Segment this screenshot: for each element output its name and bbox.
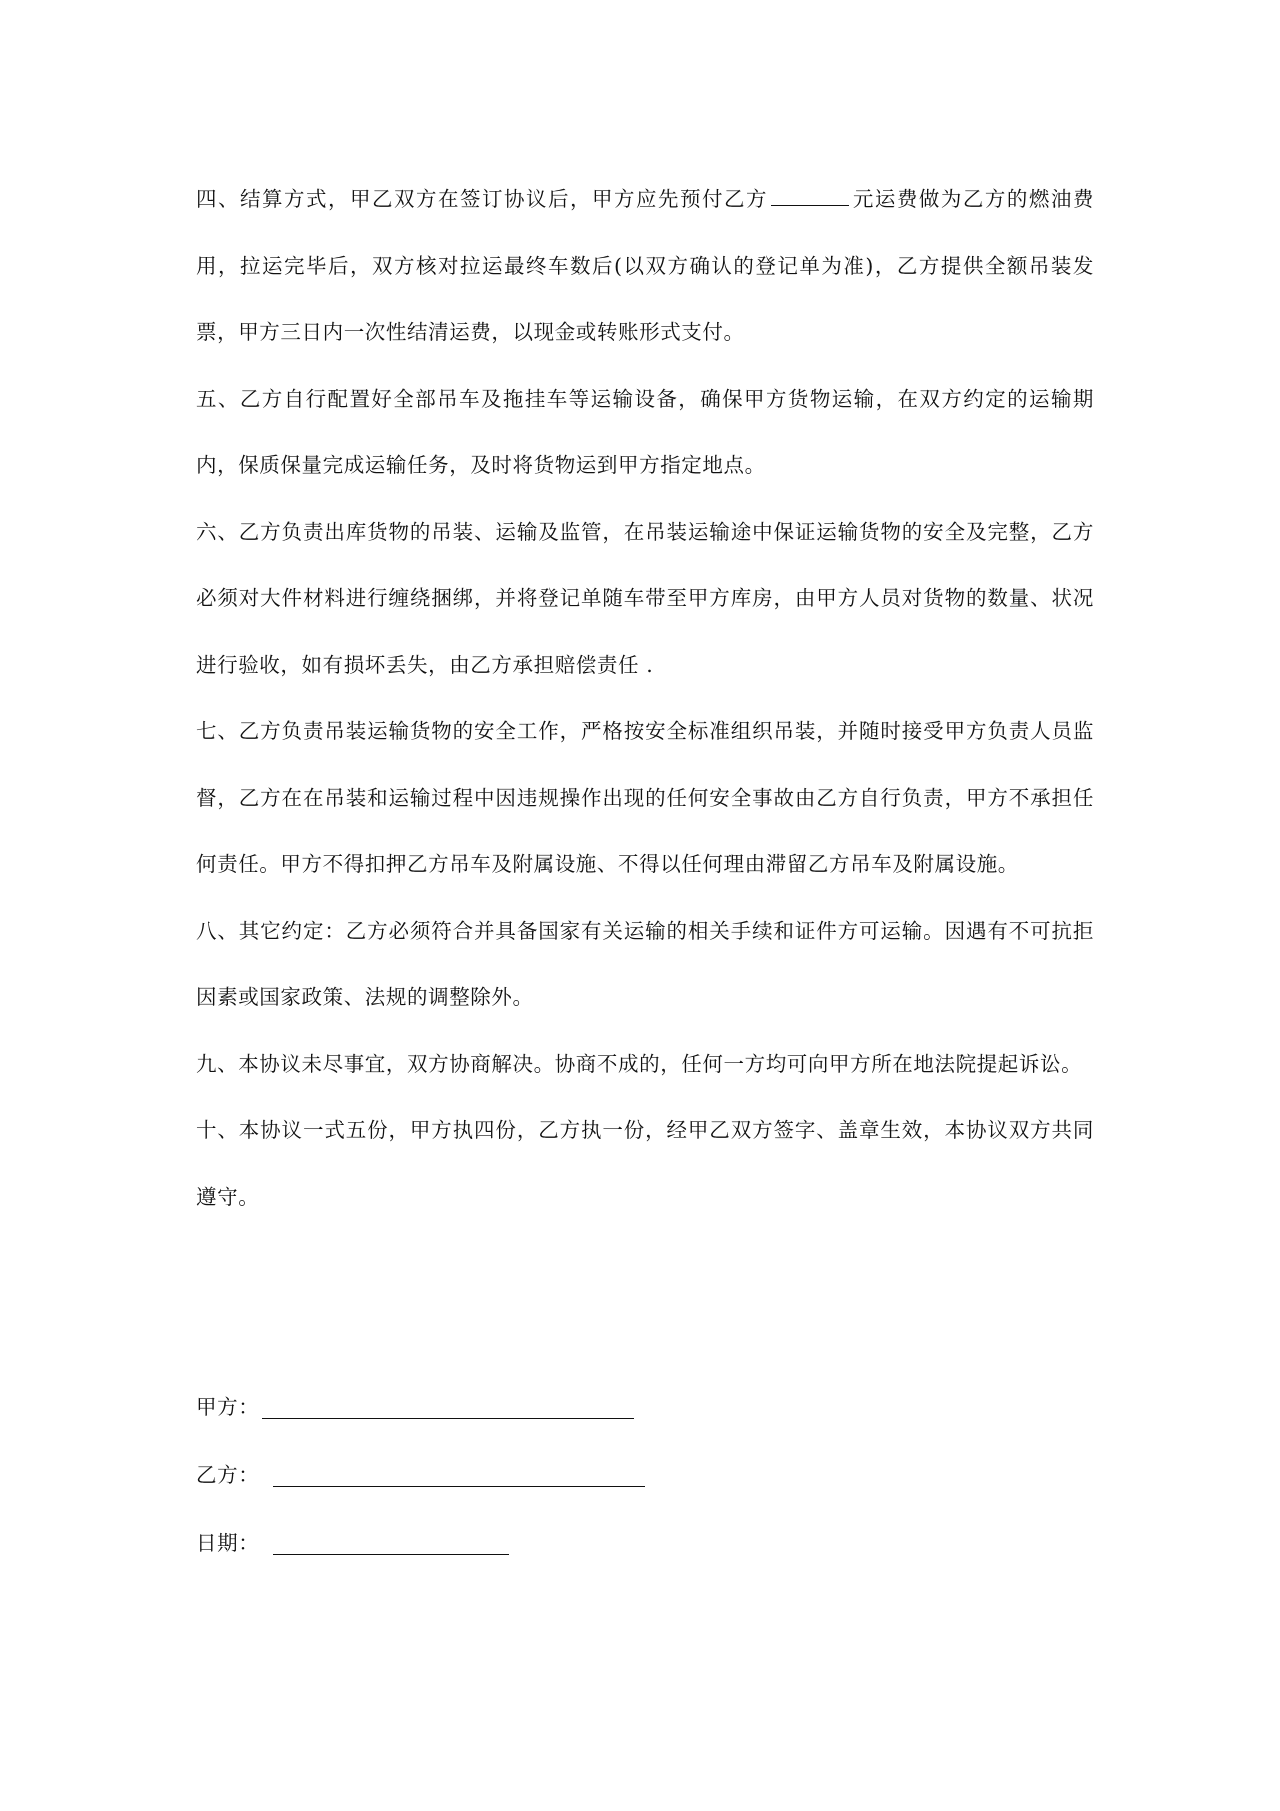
date-line[interactable] — [273, 1554, 509, 1555]
clause-7-safety: 七、乙方负责吊装运输货物的安全工作，严格按安全标准组织吊装，并随时接受甲方负责人员监督，乙方在在吊装和运输过程中因违规操作出现的任何安全事故由乙方自行负责，甲方不承担任何责任。甲方不得扣押乙方吊车及附属设施、不得以任何理由滞留乙方吊车及附属设施。 — [196, 719, 1094, 876]
clause-4-text-after: 元运费做为乙方的燃油费用，拉运完毕后，双方核对拉运最终车数后(以双方确认的登记单为准)，乙方提供全额吊装发票，甲方三日内一次性结清运费，以现金或转账形式支付。 — [196, 187, 1094, 344]
date-row — [196, 1514, 896, 1582]
party-a-signature-line[interactable] — [262, 1418, 634, 1419]
clause-6-supervision: 六、乙方负责出库货物的吊装、运输及监管，在吊装运输途中保证运输货物的安全及完整，乙方必须对大件材料进行缠绕捆绑，并将登记单随车带至甲方库房，由甲方人员对货物的数量、状况进行验收，如有损坏丢失，由乙方承担赔偿责任 . — [196, 519, 1094, 677]
party-a-label: 甲方： — [196, 1395, 260, 1419]
clause-10-copies: 十、本协议一式五份，甲方执四份，乙方执一份，经甲乙双方签字、盖章生效，本协议双方共同遵守。 — [196, 1118, 1094, 1209]
party-b-label: 乙方： — [196, 1463, 260, 1487]
prepayment-amount-blank[interactable] — [771, 187, 849, 206]
clause-4-text-before: 四、结算方式，甲乙双方在签订协议后，甲方应先预付乙方 — [196, 187, 768, 211]
party-b-signature-row — [196, 1446, 896, 1514]
party-a-signature-row — [196, 1378, 896, 1446]
signature-block — [196, 1378, 896, 1582]
date-label: 日期： — [196, 1531, 260, 1555]
contract-body — [196, 166, 1094, 1230]
clause-5-equipment: 五、乙方自行配置好全部吊车及拖挂车等运输设备，确保甲方货物运输，在双方约定的运输期内，保质保量完成运输任务，及时将货物运到甲方指定地点。 — [196, 386, 1094, 477]
party-b-signature-line[interactable] — [273, 1486, 645, 1487]
clause-9-disputes: 九、本协议未尽事宜，双方协商解决。协商不成的，任何一方均可向甲方所在地法院提起诉讼。 — [196, 1051, 1083, 1076]
clause-4-settlement — [196, 166, 1094, 366]
clause-8-other-terms: 八、其它约定：乙方必须符合并具备国家有关运输的相关手续和证件方可运输。因遇有不可抗拒因素或国家政策、法规的调整除外。 — [196, 918, 1094, 1009]
